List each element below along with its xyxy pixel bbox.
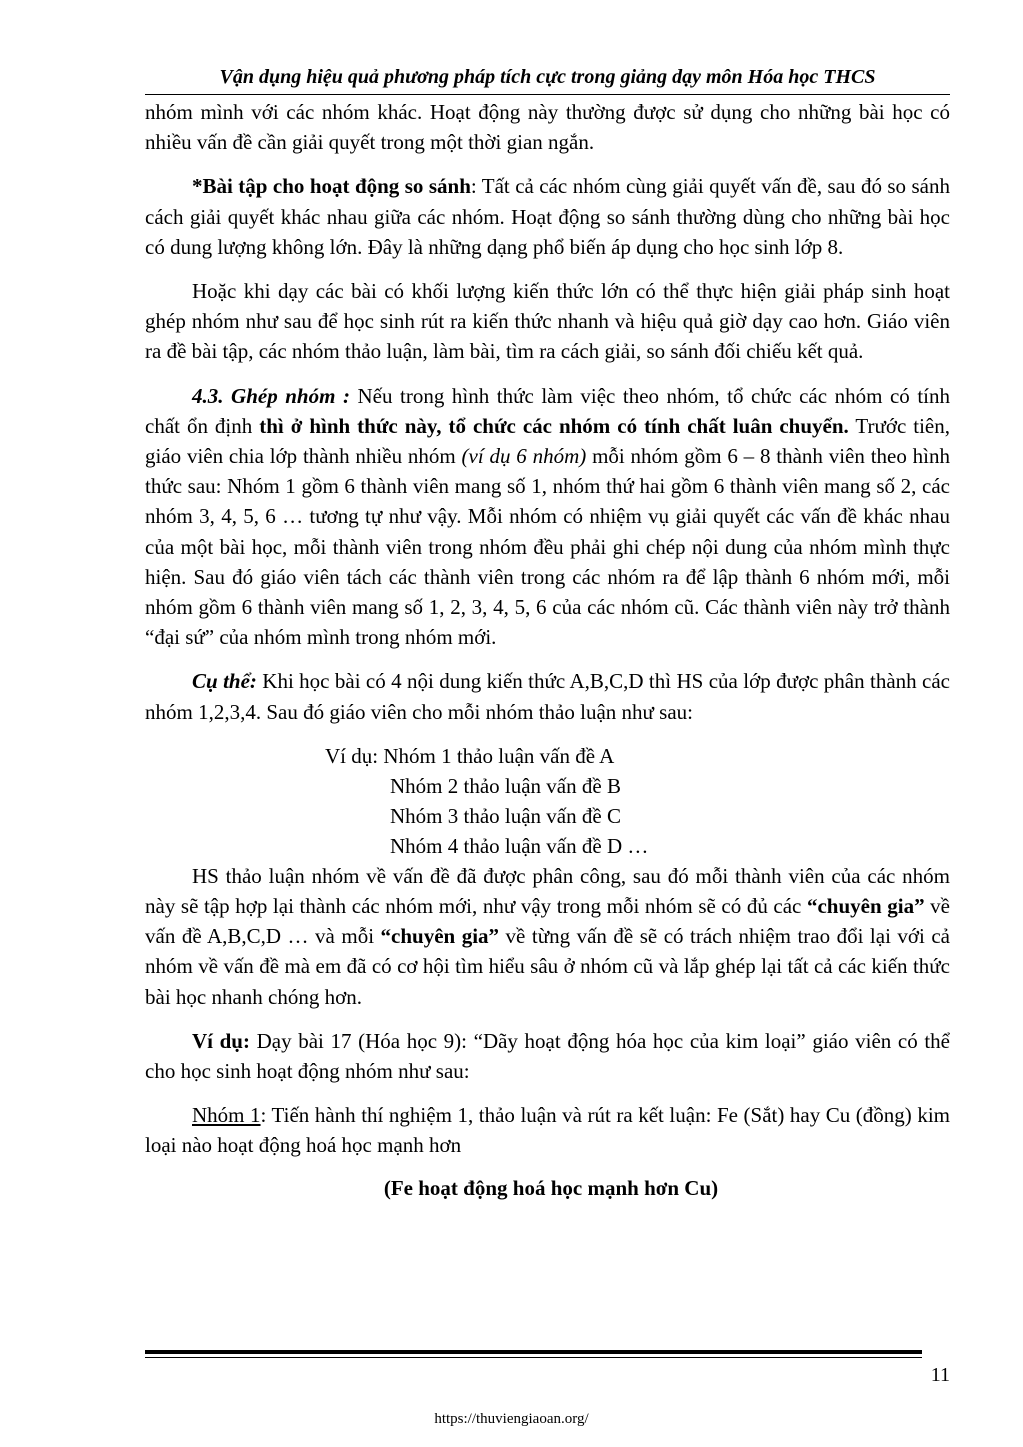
experts-text-1: HS thảo luận nhóm về vấn đề đã được phân công, sau đó mỗi thành viên của các nhóm này sẽ tập hợp lại thành các nhóm mới, như vậy trong mỗi nhóm sẽ có đủ các (145, 863, 950, 919)
paragraph-lesson-example (145, 1026, 950, 1086)
group-1-label: Nhóm 1 (192, 1103, 261, 1128)
page-number: 11 (930, 1364, 950, 1386)
jigsaw-text-2: Trước tiên, giáo viên chia lớp thành nhiều nhóm (145, 413, 950, 469)
lesson-example-text: Dạy bài 17 (Hóa học 9): “Dãy hoạt động hóa học của kim loại” giáo viên có thể cho học sinh hoạt động nhóm như sau: (145, 1028, 951, 1084)
jigsaw-heading: 4.3. Ghép nhóm : (192, 383, 350, 408)
jigsaw-text-1: Nếu trong hình thức làm việc theo nhóm, tổ chức các nhóm có tính chất ổn định (145, 383, 950, 438)
example-line-3: Nhóm 3 thảo luận vấn đề C (390, 803, 621, 828)
jigsaw-bold-text: thì ở hình thức này, tổ chức các nhóm có tính chất luân chuyển. (259, 413, 849, 438)
example-line-4: Nhóm 4 thảo luận vấn đề D … (390, 833, 649, 858)
comparison-heading: *Bài tập cho hoạt động so sánh (192, 174, 471, 199)
specific-label: Cụ thể: (192, 669, 257, 694)
example-line-1: Ví dụ: Nhóm 1 thảo luận vấn đề A (325, 743, 615, 768)
paragraph-continuation: nhóm mình với các nhóm khác. Hoạt động này thường được sử dụng cho những bài học có nhiều vấn đề cần giải quyết trong một thời gian ngắn. (145, 100, 950, 155)
jigsaw-italic-note: (ví dụ 6 nhóm) (461, 444, 587, 469)
paragraph-experts (145, 861, 950, 1012)
header-divider (145, 94, 950, 95)
example-line-2: Nhóm 2 thảo luận vấn đề B (390, 773, 621, 798)
paragraph-specific (145, 666, 950, 726)
running-header: Vận dụng hiệu quả phương pháp tích cực trong giảng dạy môn Hóa học THCS (219, 66, 876, 88)
paragraph-group-solution: Hoặc khi dạy các bài có khối lượng kiến thức lớn có thể thực hiện giải pháp sinh hoạt ghép nhóm như sau để học sinh rút ra kiến thức nhanh và hiệu quả giờ dạy cao hơn. Giáo viên ra đề bài tập, các nhóm thảo luận, làm bài, tìm ra cách giải, so sánh đối chiếu kết quả. (145, 279, 950, 364)
experts-text-2: về vấn đề A,B,C,D … và mỗi (145, 894, 950, 949)
specific-text: Khi học bài có 4 nội dung kiến thức A,B,C,D thì HS của lớp được phân thành các nhóm 1,2,3,4. Sau đó giáo viên cho mỗi nhóm thảo luận như sau: (145, 669, 950, 724)
footer-thin-rule (145, 1357, 922, 1358)
lesson-example-label: Ví dụ: (192, 1028, 250, 1053)
paragraph-comparison-exercise (145, 171, 950, 262)
jigsaw-text-3: mỗi nhóm gồm 6 – 8 thành viên theo hình thức sau: Nhóm 1 gồm 6 thành viên mang số 1, nhóm thứ hai gồm 6 thành viên mang số 2, các nhóm 3, 4, 5, 6 … tương tự như vậy. Mỗi nhóm có nhiệm vụ giải quyết các vấn đề khác nhau của một bài học, mỗi thành viên trong nhóm đều phải ghi chép nội dung của nhóm mình thực hiện. Sau đó giáo viên tách các thành viên trong các nhóm ra để lập thành 6 nhóm mới, mỗi nhóm gồm 6 thành viên mang số 1, 2, 3, 4, 5, 6 của các nhóm cũ. Các thành viên này trở thành “đại sứ” của nhóm mình trong nhóm mới. (145, 444, 950, 650)
paragraph-group-1 (145, 1100, 950, 1160)
group-1-text: : Tiến hành thí nghiệm 1, thảo luận và rút ra kết luận: Fe (Sắt) hay Cu (đồng) kim loại nào hoạt động hoá học mạnh hơn (145, 1103, 950, 1158)
page-body (145, 97, 950, 1203)
conclusion-line: (Fe hoạt động hoá học mạnh hơn Cu) (383, 1175, 719, 1200)
experts-bold-2: “chuyên gia” (380, 924, 500, 949)
experts-text-3: về từng vấn đề sẽ có trách nhiệm trao đổi lại với cả nhóm về vấn đề mà em đã có cơ hội tìm hiểu sâu ở nhóm cũ và lắp ghép lại tất cả các kiến thức bài học nhanh chóng hơn. (145, 924, 950, 1009)
comparison-text: : Tất cả các nhóm cùng giải quyết vấn đề, sau đó so sánh cách giải quyết khác nhau giữa các nhóm. Hoạt động so sánh thường dùng cho những bài học có dung lượng không lớn. Đây là những dạng phổ biến áp dụng cho học sinh lớp 8. (145, 174, 950, 259)
source-url[interactable]: https://thuviengiaoan.org/ (434, 1411, 589, 1427)
experts-bold-1: “chuyên gia” (806, 894, 925, 919)
footer-thick-rule (145, 1350, 922, 1354)
example-list (145, 741, 950, 861)
paragraph-jigsaw (145, 381, 950, 653)
